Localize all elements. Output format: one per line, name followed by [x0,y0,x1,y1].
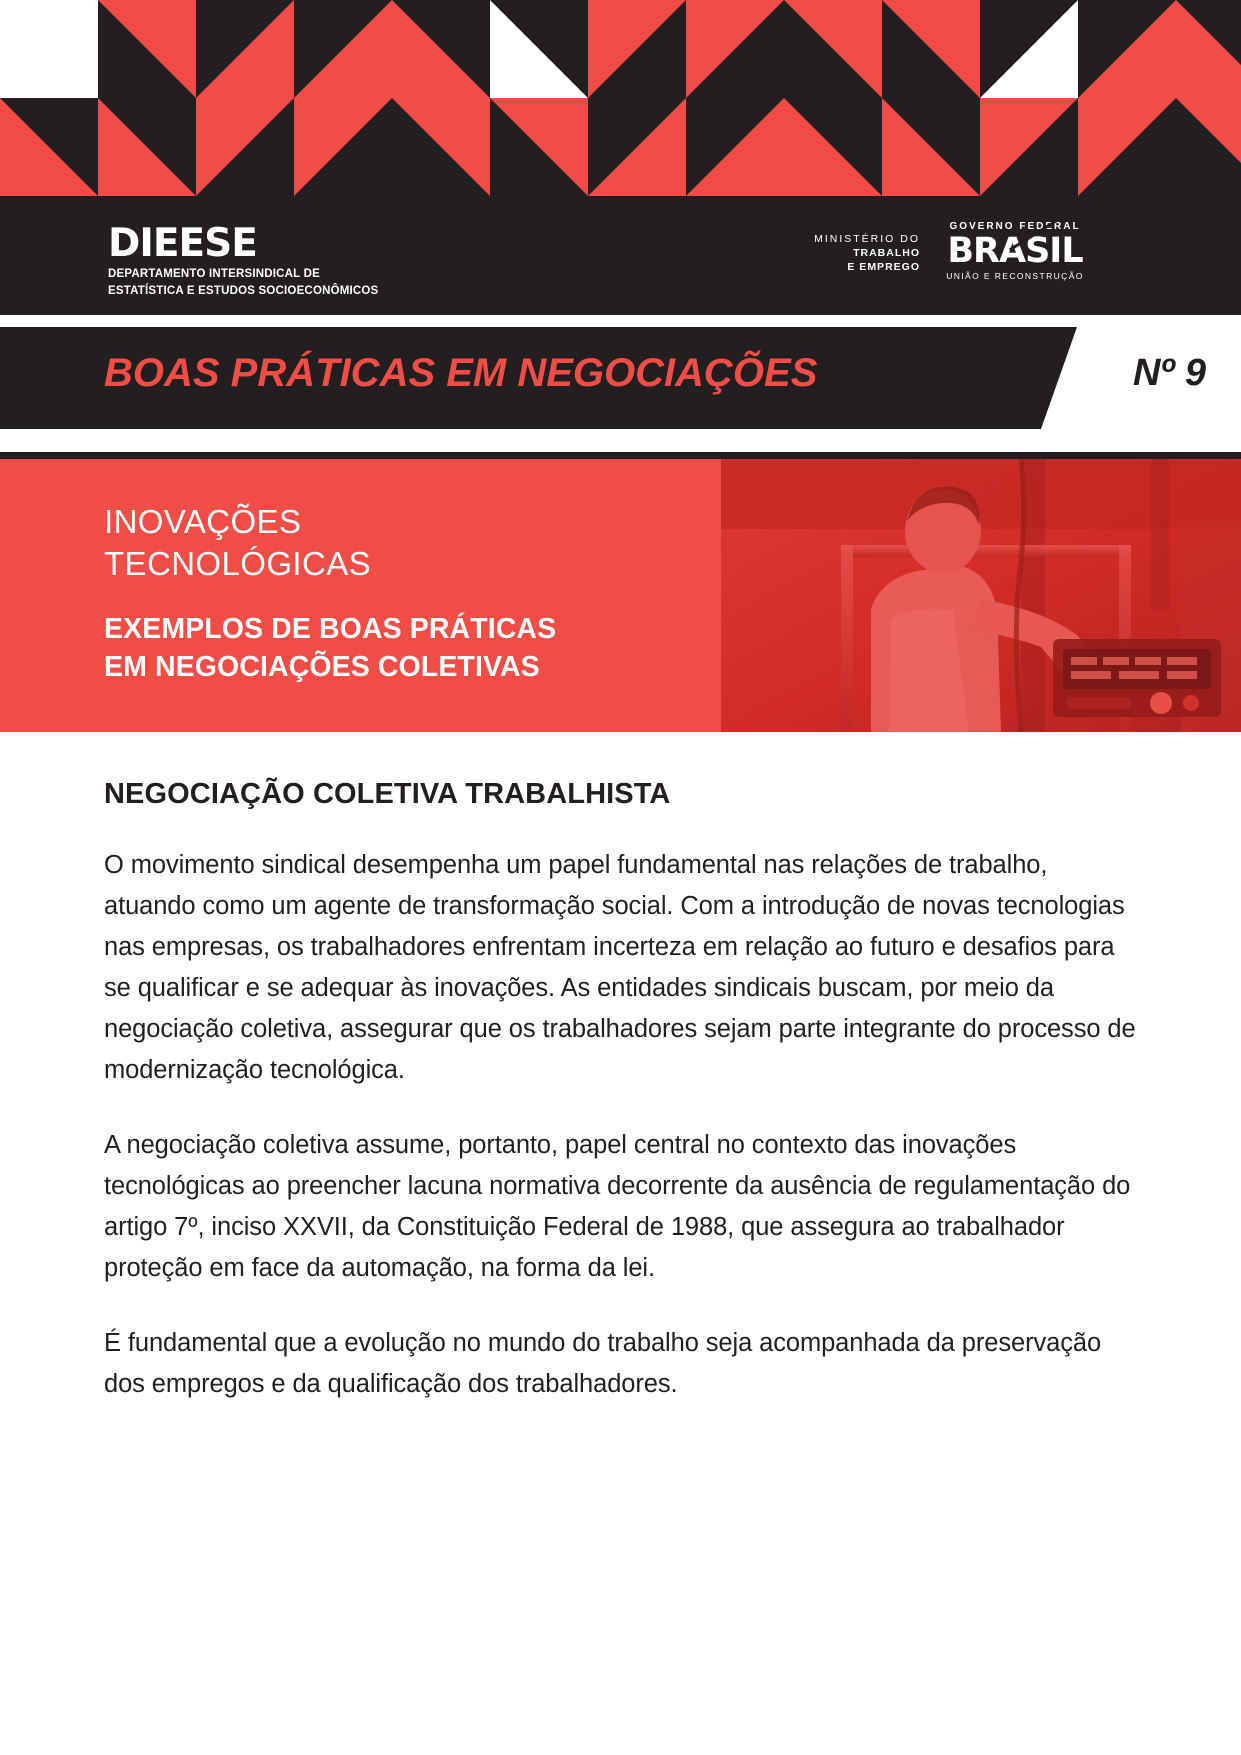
pattern-triangle [294,0,392,98]
pattern-triangle [392,0,490,98]
divider-white [0,315,1241,327]
pattern-tile [882,98,980,196]
pattern-triangle [98,0,196,98]
pattern-triangle [882,0,980,98]
pattern-white-corner [0,0,98,98]
brasil-wordmark: BRASIL [947,231,1083,271]
hero-kicker-line2: TECNOLÓGICAS [104,545,372,582]
governo-federal-logo [940,221,1090,281]
dieese-subtitle-line2: ESTATÍSTICA E ESTUDOS SOCIOECONÔMICOS [108,285,379,297]
pattern-tile [490,98,588,196]
pattern-triangle [196,0,294,98]
pattern-tile [98,98,196,196]
pattern-triangle [784,0,882,98]
pattern-tile [294,98,392,196]
pattern-triangle [490,0,588,98]
article-paragraph: A negociação coletiva assume, portanto, papel central no contexto das inovações tecnológicas ao preencher lacuna normativa decorrente da ausência de regulamentação do artigo 7º, inciso XXVII, da Constituição Federal de 1988, que assegura ao trabalhador proteção em face da automação, na forma da lei. [104,1131,1131,1282]
pattern-triangle [1078,0,1176,98]
issue-number: Nº 9 [1132,352,1206,394]
pattern-tile [980,0,1078,98]
pattern-triangle [98,98,196,196]
dieese-logo [108,221,379,298]
hero-title-line2: EM NEGOCIAÇÕES COLETIVAS [104,651,540,683]
article-heading: NEGOCIAÇÃO COLETIVA TRABALHISTA [104,778,671,810]
pattern-tile [784,98,882,196]
pattern-triangle [784,98,882,196]
pattern-triangle [294,98,392,196]
hero-kicker [104,501,371,585]
pattern-triangle [588,98,686,196]
pattern-tile [392,98,490,196]
pattern-triangle [686,0,784,98]
pattern-tile [1176,0,1241,98]
series-title-bar [0,327,1241,429]
series-title: BOAS PRÁTICAS EM NEGOCIAÇÕES [104,351,818,395]
pattern-tile [882,0,980,98]
pattern-triangle [882,98,980,196]
hero-photo [721,459,1241,732]
pattern-tile [294,0,392,98]
pattern-tile [98,0,196,98]
uniao-reconstrucao-label: UNIÃO E RECONSTRUÇÃO [946,271,1084,281]
geometric-pattern-band [0,0,1241,196]
pattern-tile [392,0,490,98]
pattern-tile [1078,0,1176,98]
pattern-triangle [1078,98,1176,196]
dieese-subtitle-line1: DEPARTAMENTO INTERSINDICAL DE [108,268,320,280]
pattern-triangle [196,98,294,196]
pattern-triangle [686,98,784,196]
hero-top-rule [0,452,1241,459]
pattern-tile [686,0,784,98]
pattern-tile [588,98,686,196]
ministerio-line3: E EMPREGO [847,261,920,273]
pattern-tile [0,98,98,196]
pattern-tile [1176,98,1241,196]
ministerio-line1: MINISTÉRIO DO [814,233,920,245]
pattern-tile [588,0,686,98]
pattern-tile [196,0,294,98]
pattern-triangle [980,0,1078,98]
hero-title [104,610,556,686]
article-paragraph: É fundamental que a evolução no mundo do trabalho seja acompanhada da preservação dos empregos e da qualificação dos trabalhadores. [104,1329,1102,1398]
article-paragraph: O movimento sindical desempenha um papel fundamental nas relações de trabalho, atuando como um agente de transformação social. Com a introdução de novas tecnologias nas empresas, os trabalhadores enfrentam incerteza em relação ao futuro e desafios para se qualificar e se adequar às inovações. As entidades sindicais buscam, por meio da negociação coletiva, assegurar que os trabalhadores sejam parte integrante do processo de modernização tecnológica. [104,851,1136,1084]
pattern-triangle [980,98,1078,196]
pattern-tile [196,98,294,196]
governo-federal-label: GOVERNO FEDERAL [949,221,1081,232]
hero-kicker-line1: INOVAÇÕES [104,503,302,540]
ministerio-trabalho-logo [810,232,920,274]
dieese-wordmark: DIEESE [108,221,257,266]
pattern-triangle [588,0,686,98]
ministerio-line2: TRABALHO [853,247,920,259]
hero-banner [0,452,1241,732]
pattern-tile [1078,98,1176,196]
pattern-triangle [0,98,98,196]
pattern-tile [686,98,784,196]
brand-bar [0,196,1241,315]
pattern-triangle [1176,0,1241,98]
hero-photo-tint [721,459,1241,732]
pattern-triangles [0,0,1241,196]
pattern-tile [490,0,588,98]
pattern-triangle [392,98,490,196]
pattern-triangle [490,98,588,196]
pattern-triangle [1176,98,1241,196]
pattern-tile [980,98,1078,196]
hero-title-line1: EXEMPLOS DE BOAS PRÁTICAS [104,613,557,645]
pattern-tile [784,0,882,98]
article-body [104,778,1137,1405]
